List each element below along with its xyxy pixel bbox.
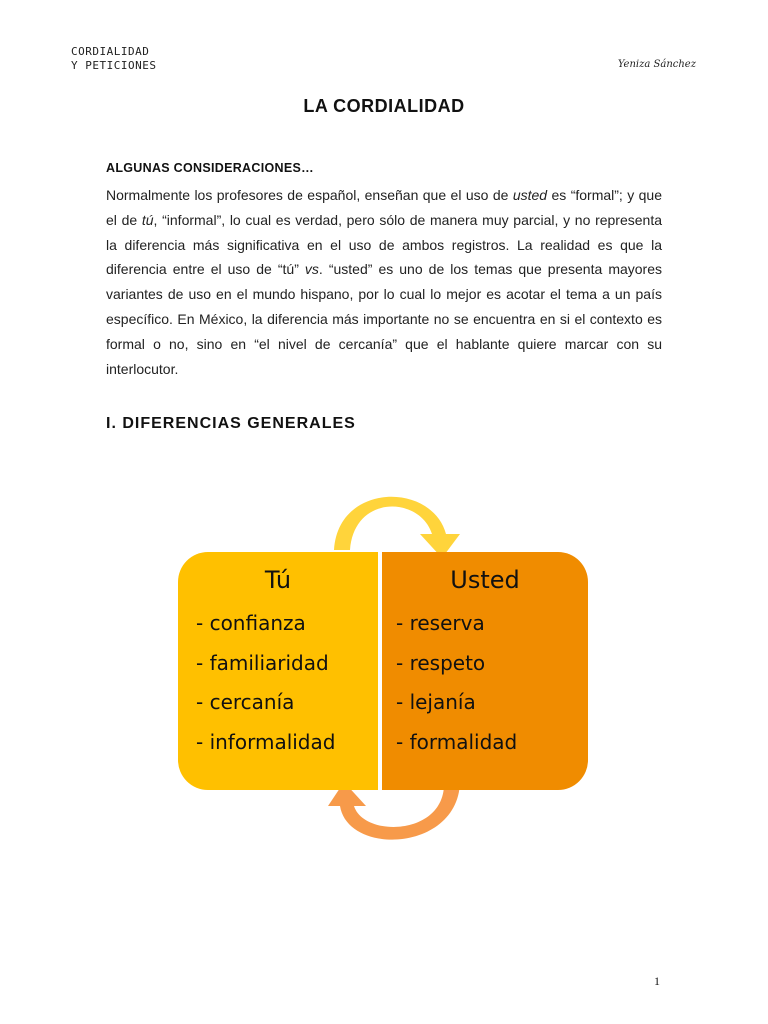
para-text-2: es “formal”; y que el de — [106, 187, 662, 228]
para-text-3: , “informal”, lo cual es verdad, pero sólo de manera muy parcial, y no representa la diferencia más significativa en el uso de ambos registros. La realidad es que la diferencia entre el uso de “tú” — [106, 211, 662, 278]
body-paragraph — [106, 183, 662, 381]
usted-box — [382, 552, 588, 790]
para-text-1: Normalmente los profesores de español, enseñan que el uso de — [106, 187, 513, 203]
page-title: LA CORDIALIDAD — [303, 96, 465, 116]
tu-title: Tú — [264, 566, 292, 594]
section-heading: I. DIFERENCIAS GENERALES — [106, 415, 356, 432]
top-cycle-arrow — [334, 497, 460, 558]
tu-item: - confianza — [196, 611, 306, 635]
running-header — [71, 45, 156, 73]
para-text-4: . “usted” es uno de los temas que presenta mayores variantes de uso en el mundo hispano, por lo cual lo mejor es acotar el tema a un país específico. En México, la diferencia más importante no se encuentra en si el contexto es formal o no, sino en “el nivel de cercanía” que el hablante quiere marcar con su interlocutor. — [106, 261, 662, 377]
para-emphasis-vs: vs — [304, 261, 319, 278]
tu-item: - informalidad — [196, 729, 336, 754]
usted-item: - respeto — [396, 650, 486, 675]
tu-box — [178, 552, 378, 790]
usted-list — [382, 604, 588, 762]
tu-item: - cercanía — [196, 690, 295, 714]
para-emphasis-usted: usted — [512, 187, 548, 203]
header-line-1: CORDIALIDAD — [71, 45, 150, 58]
author-name: Yeniza Sánchez — [617, 59, 696, 70]
page-number: 1 — [654, 974, 660, 988]
usted-title: Usted — [450, 566, 520, 594]
header-line-2: Y PETICIONES — [71, 59, 157, 72]
tu-item: - familiaridad — [196, 650, 329, 675]
usted-item: - formalidad — [396, 729, 518, 754]
bottom-cycle-arrow — [328, 782, 460, 840]
tu-list — [178, 604, 378, 762]
usted-item: - lejanía — [396, 690, 476, 714]
subheading: ALGUNAS CONSIDERACIONES… — [106, 161, 314, 175]
tu-usted-diagram — [170, 490, 600, 850]
usted-item: - reserva — [396, 611, 485, 635]
para-emphasis-tu: tú — [141, 211, 154, 228]
